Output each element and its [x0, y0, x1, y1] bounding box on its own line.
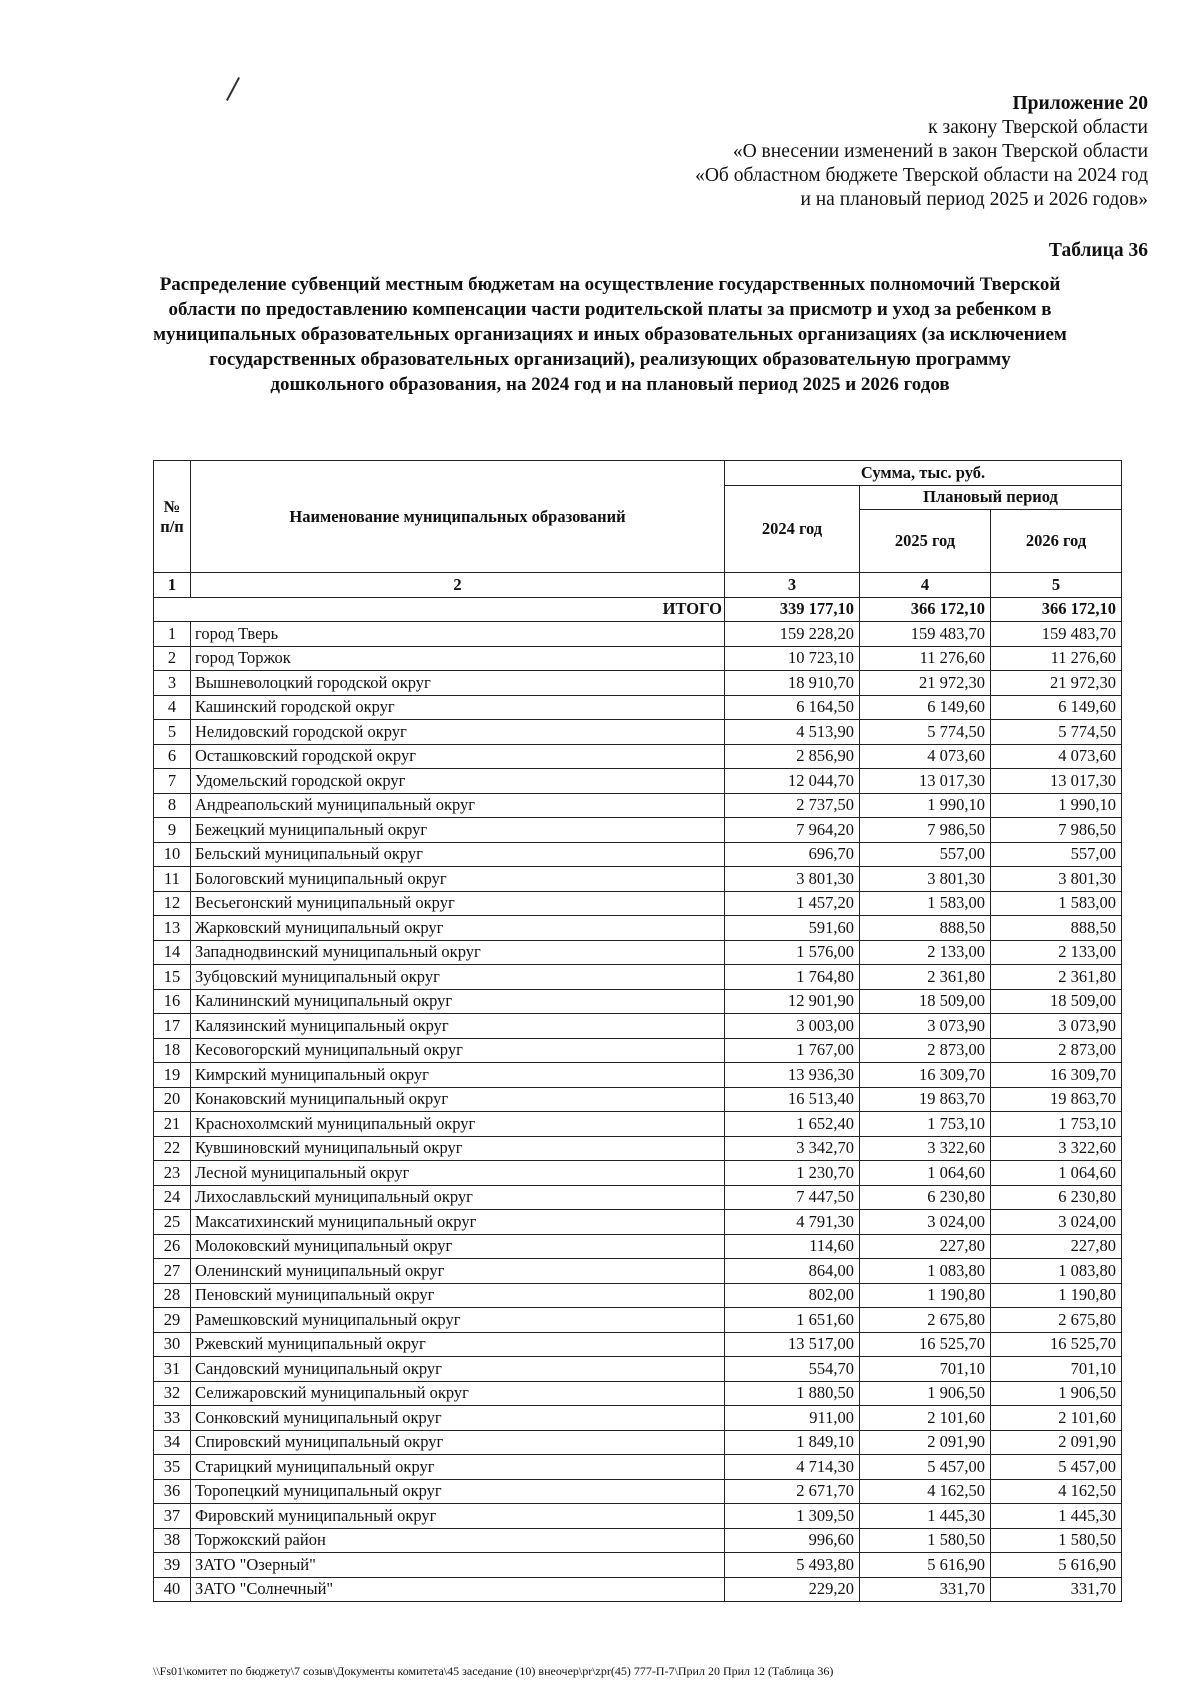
value-2025: 159 483,70 — [860, 622, 991, 647]
total-label: ИТОГО — [154, 597, 725, 622]
value-2026: 1 990,10 — [991, 793, 1122, 818]
table-row — [154, 842, 1122, 867]
value-2025: 7 986,50 — [860, 818, 991, 843]
table-row — [154, 940, 1122, 965]
value-2026: 1 906,50 — [991, 1381, 1122, 1406]
municipality-name: Торжокский район — [191, 1528, 725, 1553]
value-2024: 3 003,00 — [725, 1014, 860, 1039]
municipality-name: Лихославльский муниципальный округ — [191, 1185, 725, 1210]
municipality-name: Калязинский муниципальный округ — [191, 1014, 725, 1039]
colnum-5: 5 — [991, 573, 1122, 598]
row-number: 5 — [154, 720, 191, 745]
header-2025: 2025 год — [860, 510, 991, 573]
header-2026: 2026 год — [991, 510, 1122, 573]
row-number: 11 — [154, 867, 191, 892]
value-2024: 4 513,90 — [725, 720, 860, 745]
value-2024: 5 493,80 — [725, 1553, 860, 1578]
value-2025: 3 322,60 — [860, 1136, 991, 1161]
row-number: 40 — [154, 1577, 191, 1602]
row-number: 32 — [154, 1381, 191, 1406]
table-row — [154, 891, 1122, 916]
table-row — [154, 1014, 1122, 1039]
table-row — [154, 744, 1122, 769]
value-2025: 13 017,30 — [860, 769, 991, 794]
municipality-name: город Тверь — [191, 622, 725, 647]
row-number: 10 — [154, 842, 191, 867]
municipality-name: Селижаровский муниципальный округ — [191, 1381, 725, 1406]
value-2025: 18 509,00 — [860, 989, 991, 1014]
value-2026: 6 230,80 — [991, 1185, 1122, 1210]
municipality-name: Нелидовский городской округ — [191, 720, 725, 745]
value-2026: 2 873,00 — [991, 1038, 1122, 1063]
table-row — [154, 646, 1122, 671]
value-2024: 4 714,30 — [725, 1455, 860, 1480]
value-2026: 19 863,70 — [991, 1087, 1122, 1112]
row-number: 30 — [154, 1332, 191, 1357]
row-number: 7 — [154, 769, 191, 794]
table-row — [154, 1308, 1122, 1333]
value-2025: 557,00 — [860, 842, 991, 867]
value-2024: 864,00 — [725, 1259, 860, 1284]
row-number: 15 — [154, 965, 191, 990]
row-number: 9 — [154, 818, 191, 843]
value-2024: 6 164,50 — [725, 695, 860, 720]
value-2026: 701,10 — [991, 1357, 1122, 1382]
value-2026: 5 457,00 — [991, 1455, 1122, 1480]
value-2024: 2 856,90 — [725, 744, 860, 769]
value-2026: 1 580,50 — [991, 1528, 1122, 1553]
table-row — [154, 916, 1122, 941]
row-number: 34 — [154, 1430, 191, 1455]
value-2024: 2 737,50 — [725, 793, 860, 818]
value-2024: 1 764,80 — [725, 965, 860, 990]
value-2026: 18 509,00 — [991, 989, 1122, 1014]
row-number: 21 — [154, 1112, 191, 1137]
value-2025: 1 580,50 — [860, 1528, 991, 1553]
header-num: № п/п — [154, 461, 191, 573]
municipality-name: ЗАТО "Озерный" — [191, 1553, 725, 1578]
value-2026: 2 675,80 — [991, 1308, 1122, 1333]
table-row — [154, 818, 1122, 843]
value-2025: 1 190,80 — [860, 1283, 991, 1308]
value-2025: 1 990,10 — [860, 793, 991, 818]
municipality-name: ЗАТО "Солнечный" — [191, 1577, 725, 1602]
municipality-name: Бежецкий муниципальный округ — [191, 818, 725, 843]
table-row — [154, 1063, 1122, 1088]
row-number: 8 — [154, 793, 191, 818]
table-row — [154, 1332, 1122, 1357]
value-2024: 2 671,70 — [725, 1479, 860, 1504]
value-2024: 554,70 — [725, 1357, 860, 1382]
table-row — [154, 793, 1122, 818]
municipality-name: Сонковский муниципальный округ — [191, 1406, 725, 1431]
value-2026: 6 149,60 — [991, 695, 1122, 720]
row-number: 18 — [154, 1038, 191, 1063]
value-2026: 16 525,70 — [991, 1332, 1122, 1357]
value-2024: 1 652,40 — [725, 1112, 860, 1137]
colnum-2: 2 — [191, 573, 725, 598]
table-row — [154, 1283, 1122, 1308]
row-number: 25 — [154, 1210, 191, 1235]
table-row — [154, 1087, 1122, 1112]
municipality-name: Лесной муниципальный округ — [191, 1161, 725, 1186]
value-2026: 11 276,60 — [991, 646, 1122, 671]
appendix-line-1: к закону Тверской области — [928, 117, 1148, 138]
row-number: 12 — [154, 891, 191, 916]
municipality-name: Молоковский муниципальный округ — [191, 1234, 725, 1259]
value-2025: 1 064,60 — [860, 1161, 991, 1186]
table-row — [154, 867, 1122, 892]
value-2026: 159 483,70 — [991, 622, 1122, 647]
row-number: 31 — [154, 1357, 191, 1382]
appendix-line-3: «Об областном бюджете Тверской области на 2024 год — [695, 165, 1148, 186]
value-2025: 2 873,00 — [860, 1038, 991, 1063]
value-2025: 3 024,00 — [860, 1210, 991, 1235]
appendix-title: Приложение 20 — [1012, 93, 1148, 114]
table-row — [154, 1504, 1122, 1529]
value-2025: 3 073,90 — [860, 1014, 991, 1039]
table-row — [154, 671, 1122, 696]
municipality-name: Кесовогорский муниципальный округ — [191, 1038, 725, 1063]
municipality-name: Весьегонский муниципальный округ — [191, 891, 725, 916]
value-2026: 7 986,50 — [991, 818, 1122, 843]
municipality-name: Сандовский муниципальный округ — [191, 1357, 725, 1382]
value-2024: 10 723,10 — [725, 646, 860, 671]
appendix-line-4: и на плановый период 2025 и 2026 годов» — [800, 189, 1148, 210]
value-2026: 16 309,70 — [991, 1063, 1122, 1088]
municipality-name: Калининский муниципальный округ — [191, 989, 725, 1014]
value-2026: 1 445,30 — [991, 1504, 1122, 1529]
row-number: 17 — [154, 1014, 191, 1039]
total-2024: 339 177,10 — [725, 597, 860, 622]
table-row — [154, 1112, 1122, 1137]
subvention-table — [153, 460, 1122, 1602]
municipality-name: Кашинский городской округ — [191, 695, 725, 720]
municipality-name: Кувшиновский муниципальный округ — [191, 1136, 725, 1161]
value-2025: 19 863,70 — [860, 1087, 991, 1112]
colnum-4: 4 — [860, 573, 991, 598]
value-2024: 1 230,70 — [725, 1161, 860, 1186]
header-sum: Сумма, тыс. руб. — [725, 461, 1122, 486]
municipality-name: Старицкий муниципальный округ — [191, 1455, 725, 1480]
value-2024: 159 228,20 — [725, 622, 860, 647]
table-row — [154, 1406, 1122, 1431]
row-number: 37 — [154, 1504, 191, 1529]
value-2026: 4 073,60 — [991, 744, 1122, 769]
appendix-line-2: «О внесении изменений в закон Тверской области — [732, 141, 1148, 162]
table-row — [154, 1455, 1122, 1480]
row-number: 13 — [154, 916, 191, 941]
value-2025: 3 801,30 — [860, 867, 991, 892]
table-row — [154, 1577, 1122, 1602]
row-number: 39 — [154, 1553, 191, 1578]
value-2026: 3 801,30 — [991, 867, 1122, 892]
municipality-name: Вышневолоцкий городской округ — [191, 671, 725, 696]
row-number: 20 — [154, 1087, 191, 1112]
value-2026: 1 753,10 — [991, 1112, 1122, 1137]
value-2024: 1 651,60 — [725, 1308, 860, 1333]
value-2025: 227,80 — [860, 1234, 991, 1259]
table-row — [154, 965, 1122, 990]
value-2024: 1 880,50 — [725, 1381, 860, 1406]
value-2024: 802,00 — [725, 1283, 860, 1308]
table-row — [154, 1553, 1122, 1578]
header-planned: Плановый период — [860, 485, 1122, 510]
row-number: 14 — [154, 940, 191, 965]
value-2024: 1 767,00 — [725, 1038, 860, 1063]
value-2024: 1 309,50 — [725, 1504, 860, 1529]
value-2025: 2 133,00 — [860, 940, 991, 965]
municipality-name: Осташковский городской округ — [191, 744, 725, 769]
table-row — [154, 1161, 1122, 1186]
colnum-3: 3 — [725, 573, 860, 598]
value-2024: 114,60 — [725, 1234, 860, 1259]
header-name: Наименование муниципальных образований — [191, 461, 725, 573]
value-2025: 5 616,90 — [860, 1553, 991, 1578]
value-2026: 1 190,80 — [991, 1283, 1122, 1308]
header-2024: 2024 год — [725, 485, 860, 573]
value-2026: 557,00 — [991, 842, 1122, 867]
row-number: 27 — [154, 1259, 191, 1284]
value-2026: 3 024,00 — [991, 1210, 1122, 1235]
value-2026: 13 017,30 — [991, 769, 1122, 794]
table-row — [154, 1259, 1122, 1284]
table-row — [154, 695, 1122, 720]
municipality-name: Оленинский муниципальный округ — [191, 1259, 725, 1284]
municipality-name: Кимрский муниципальный округ — [191, 1063, 725, 1088]
value-2025: 1 906,50 — [860, 1381, 991, 1406]
value-2025: 21 972,30 — [860, 671, 991, 696]
table-row — [154, 989, 1122, 1014]
value-2025: 6 230,80 — [860, 1185, 991, 1210]
value-2026: 888,50 — [991, 916, 1122, 941]
row-number: 36 — [154, 1479, 191, 1504]
value-2025: 16 309,70 — [860, 1063, 991, 1088]
table-row — [154, 1136, 1122, 1161]
row-number: 23 — [154, 1161, 191, 1186]
row-number: 2 — [154, 646, 191, 671]
municipality-name: Бологовский муниципальный округ — [191, 867, 725, 892]
value-2026: 3 322,60 — [991, 1136, 1122, 1161]
column-numbers-row — [154, 573, 1122, 598]
value-2025: 331,70 — [860, 1577, 991, 1602]
value-2025: 888,50 — [860, 916, 991, 941]
total-row — [154, 597, 1122, 622]
row-number: 22 — [154, 1136, 191, 1161]
value-2024: 12 901,90 — [725, 989, 860, 1014]
value-2026: 2 101,60 — [991, 1406, 1122, 1431]
value-2025: 4 162,50 — [860, 1479, 991, 1504]
municipality-name: Зубцовский муниципальный округ — [191, 965, 725, 990]
value-2024: 1 457,20 — [725, 891, 860, 916]
row-number: 19 — [154, 1063, 191, 1088]
table-row — [154, 1210, 1122, 1235]
value-2024: 996,60 — [725, 1528, 860, 1553]
row-number: 24 — [154, 1185, 191, 1210]
municipality-name: Андреапольский муниципальный округ — [191, 793, 725, 818]
municipality-name: город Торжок — [191, 646, 725, 671]
row-number: 3 — [154, 671, 191, 696]
appendix-header — [695, 92, 1148, 212]
value-2025: 701,10 — [860, 1357, 991, 1382]
value-2024: 696,70 — [725, 842, 860, 867]
row-number: 1 — [154, 622, 191, 647]
value-2025: 1 753,10 — [860, 1112, 991, 1137]
table-row — [154, 1479, 1122, 1504]
row-number: 28 — [154, 1283, 191, 1308]
table-row — [154, 1381, 1122, 1406]
value-2024: 13 517,00 — [725, 1332, 860, 1357]
row-number: 35 — [154, 1455, 191, 1480]
value-2026: 1 583,00 — [991, 891, 1122, 916]
table-row — [154, 1234, 1122, 1259]
value-2025: 1 445,30 — [860, 1504, 991, 1529]
municipality-name: Конаковский муниципальный округ — [191, 1087, 725, 1112]
value-2025: 2 091,90 — [860, 1430, 991, 1455]
value-2025: 4 073,60 — [860, 744, 991, 769]
pen-mark — [226, 77, 240, 101]
value-2026: 5 774,50 — [991, 720, 1122, 745]
value-2025: 6 149,60 — [860, 695, 991, 720]
table-row — [154, 1357, 1122, 1382]
value-2024: 3 342,70 — [725, 1136, 860, 1161]
value-2024: 13 936,30 — [725, 1063, 860, 1088]
table-row — [154, 622, 1122, 647]
municipality-name: Ржевский муниципальный округ — [191, 1332, 725, 1357]
value-2025: 1 083,80 — [860, 1259, 991, 1284]
total-2025: 366 172,10 — [860, 597, 991, 622]
table-row — [154, 1430, 1122, 1455]
value-2024: 591,60 — [725, 916, 860, 941]
value-2025: 1 583,00 — [860, 891, 991, 916]
municipality-name: Пеновский муниципальный округ — [191, 1283, 725, 1308]
row-number: 38 — [154, 1528, 191, 1553]
value-2025: 5 457,00 — [860, 1455, 991, 1480]
value-2024: 7 447,50 — [725, 1185, 860, 1210]
value-2026: 1 064,60 — [991, 1161, 1122, 1186]
municipality-name: Максатихинский муниципальный округ — [191, 1210, 725, 1235]
table-row — [154, 720, 1122, 745]
colnum-1: 1 — [154, 573, 191, 598]
row-number: 29 — [154, 1308, 191, 1333]
row-number: 33 — [154, 1406, 191, 1431]
value-2024: 1 576,00 — [725, 940, 860, 965]
value-2024: 911,00 — [725, 1406, 860, 1431]
value-2025: 2 101,60 — [860, 1406, 991, 1431]
value-2026: 227,80 — [991, 1234, 1122, 1259]
value-2024: 1 849,10 — [725, 1430, 860, 1455]
value-2025: 11 276,60 — [860, 646, 991, 671]
table-row — [154, 769, 1122, 794]
value-2026: 4 162,50 — [991, 1479, 1122, 1504]
value-2025: 5 774,50 — [860, 720, 991, 745]
table-row — [154, 1528, 1122, 1553]
row-number: 16 — [154, 989, 191, 1014]
total-2026: 366 172,10 — [991, 597, 1122, 622]
municipality-name: Рамешковский муниципальный округ — [191, 1308, 725, 1333]
municipality-name: Западнодвинский муниципальный округ — [191, 940, 725, 965]
value-2026: 2 133,00 — [991, 940, 1122, 965]
value-2026: 331,70 — [991, 1577, 1122, 1602]
value-2024: 3 801,30 — [725, 867, 860, 892]
value-2024: 7 964,20 — [725, 818, 860, 843]
value-2026: 21 972,30 — [991, 671, 1122, 696]
table-number: Таблица 36 — [1048, 240, 1148, 261]
municipality-name: Фировский муниципальный округ — [191, 1504, 725, 1529]
value-2026: 1 083,80 — [991, 1259, 1122, 1284]
file-path-footer: \\Fs01\комитет по бюджету\7 созыв\Документы комитета\45 заседание (10) внеочер\pr\zpr(45) 777-П-7\Прил 20 Прил 12 (Таблица 36) — [153, 1664, 834, 1678]
value-2024: 16 513,40 — [725, 1087, 860, 1112]
municipality-name: Бельский муниципальный округ — [191, 842, 725, 867]
municipality-name: Жарковский муниципальный округ — [191, 916, 725, 941]
municipality-name: Спировский муниципальный округ — [191, 1430, 725, 1455]
table-row — [154, 1185, 1122, 1210]
municipality-name: Краснохолмский муниципальный округ — [191, 1112, 725, 1137]
municipality-name: Удомельский городской округ — [191, 769, 725, 794]
municipality-name: Торопецкий муниципальный округ — [191, 1479, 725, 1504]
row-number: 6 — [154, 744, 191, 769]
value-2025: 2 361,80 — [860, 965, 991, 990]
value-2024: 18 910,70 — [725, 671, 860, 696]
value-2026: 2 361,80 — [991, 965, 1122, 990]
row-number: 26 — [154, 1234, 191, 1259]
value-2026: 5 616,90 — [991, 1553, 1122, 1578]
document-title: Распределение субвенций местным бюджетам на осуществление государственных полномочий Тверской области по предоставлению компенсации части родительской платы за присмотр и уход за ребенком в муниципальных образовательных организациях и иных образовательных организациях (за исключением государственных образовательных организаций), реализующих образовательную программу дошкольного образования, на 2024 год и на плановый период 2025 и 2026 годов — [153, 274, 1067, 395]
table-row — [154, 1038, 1122, 1063]
value-2025: 2 675,80 — [860, 1308, 991, 1333]
row-number: 4 — [154, 695, 191, 720]
value-2025: 16 525,70 — [860, 1332, 991, 1357]
value-2026: 3 073,90 — [991, 1014, 1122, 1039]
value-2024: 229,20 — [725, 1577, 860, 1602]
value-2026: 2 091,90 — [991, 1430, 1122, 1455]
value-2024: 12 044,70 — [725, 769, 860, 794]
value-2024: 4 791,30 — [725, 1210, 860, 1235]
